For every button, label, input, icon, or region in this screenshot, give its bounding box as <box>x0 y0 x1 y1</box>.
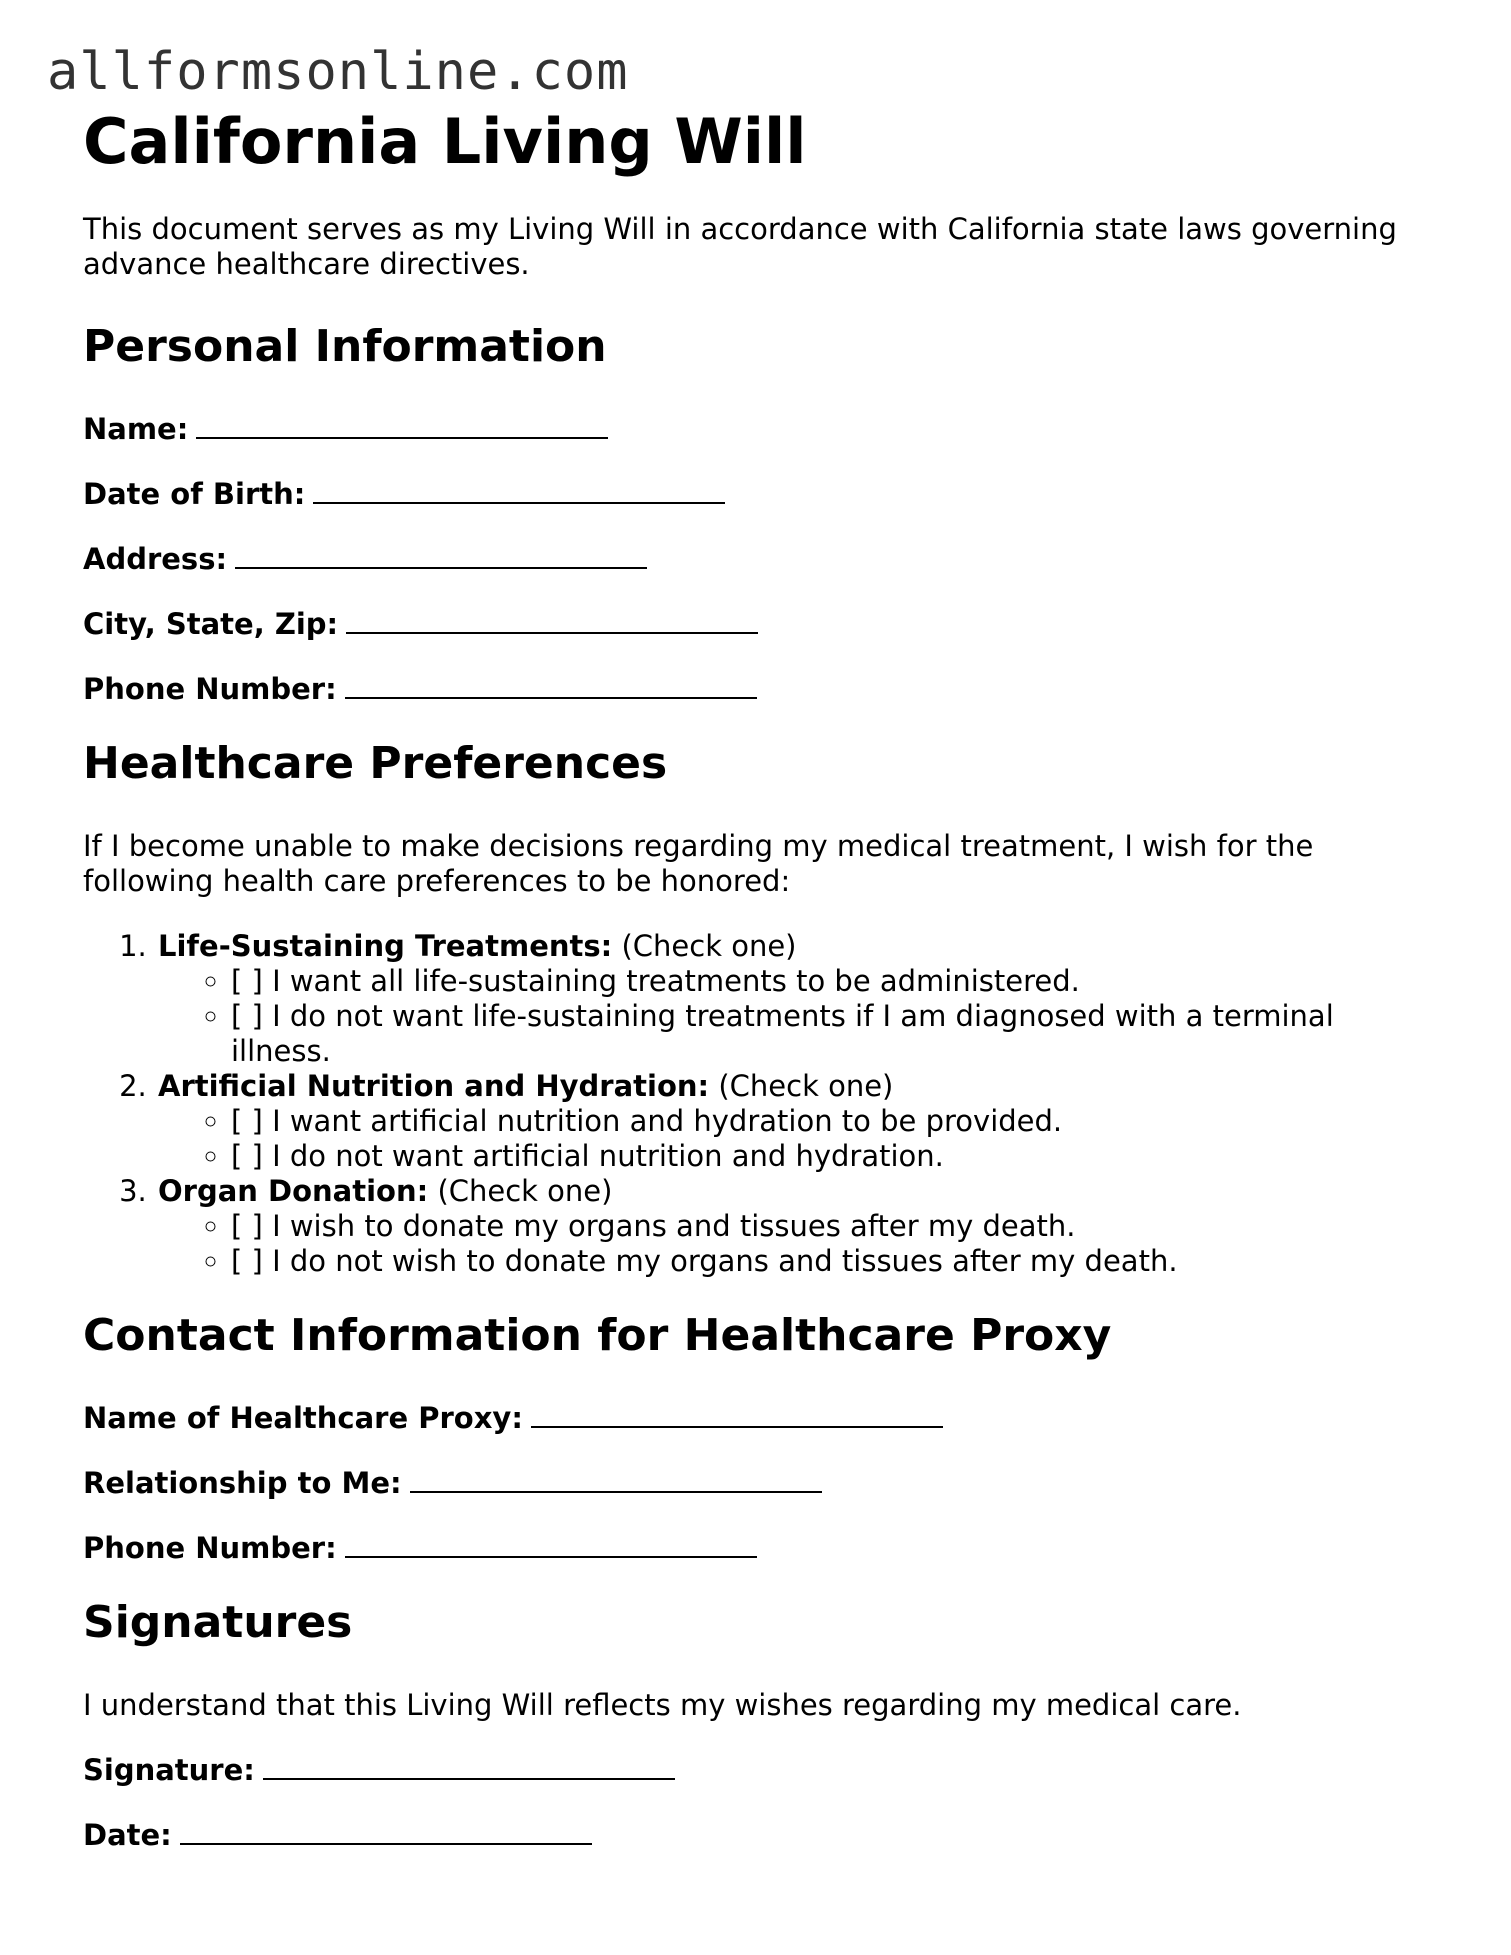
option-item[interactable]: ◦ [ ] I wish to donate my organs and tissues after my death. <box>231 1209 1428 1244</box>
pref-item-note: (Check one) <box>621 929 797 963</box>
city-state-zip-field <box>83 607 1428 642</box>
proxy-name-label: Name of Healthcare Proxy: <box>83 1401 523 1435</box>
date-blank[interactable] <box>180 1819 592 1845</box>
city-state-zip-blank[interactable] <box>346 608 758 634</box>
pref-item-note: (Check one) <box>437 1174 613 1208</box>
address-blank[interactable] <box>235 543 647 569</box>
date-field <box>83 1818 1428 1853</box>
signature-blank[interactable] <box>263 1754 675 1780</box>
proxy-phone-blank[interactable] <box>345 1532 757 1558</box>
proxy-heading: Contact Information for Healthcare Proxy <box>83 1310 1112 1361</box>
pref-item-nutrition <box>156 1069 1428 1174</box>
document-page <box>83 105 1428 1853</box>
pref-item-title: Artificial Nutrition and Hydration: <box>158 1069 710 1103</box>
name-blank[interactable] <box>196 413 608 439</box>
signatures-heading: Signatures <box>83 1597 353 1648</box>
name-label: Name: <box>83 412 189 446</box>
proxy-phone-field <box>83 1531 1428 1566</box>
document-title: California Living Will <box>83 105 807 178</box>
dob-label: Date of Birth: <box>83 477 306 511</box>
pref-item-title: Life-Sustaining Treatments: <box>158 929 613 963</box>
address-label: Address: <box>83 542 228 576</box>
date-label: Date: <box>83 1818 172 1852</box>
option-item[interactable]: ◦ [ ] I do not want life-sustaining treatments if I am diagnosed with a terminal illness. <box>231 999 1428 1069</box>
option-list <box>158 1104 1428 1174</box>
healthcare-prefs-heading: Healthcare Preferences <box>83 738 668 789</box>
phone-label: Phone Number: <box>83 672 337 706</box>
option-item[interactable]: ◦ [ ] I do not want artificial nutrition and hydration. <box>231 1139 1428 1174</box>
proxy-name-blank[interactable] <box>531 1402 943 1428</box>
option-list <box>158 1209 1428 1279</box>
option-item[interactable]: ◦ [ ] I do not wish to donate my organs and tissues after my death. <box>231 1244 1428 1279</box>
city-state-zip-label: City, State, Zip: <box>83 607 339 641</box>
dob-blank[interactable] <box>313 478 725 504</box>
relationship-blank[interactable] <box>410 1467 822 1493</box>
pref-item-title: Organ Donation: <box>158 1174 429 1208</box>
healthcare-prefs-intro: If I become unable to make decisions regarding my medical treatment, I wish for the following health care preferences to be honored: <box>83 829 1314 898</box>
option-item[interactable]: ◦ [ ] I want artificial nutrition and hydration to be provided. <box>231 1104 1428 1139</box>
phone-blank[interactable] <box>345 673 757 699</box>
proxy-phone-label: Phone Number: <box>83 1531 337 1565</box>
relationship-label: Relationship to Me: <box>83 1466 402 1500</box>
document-intro: This document serves as my Living Will in accordance with California state laws governing advance healthcare directives. <box>83 212 1397 281</box>
pref-item-note: (Check one) <box>718 1069 894 1103</box>
option-item[interactable]: ◦ [ ] I want all life-sustaining treatments to be administered. <box>231 964 1428 999</box>
pref-item-life-sustaining <box>156 929 1428 1069</box>
phone-field <box>83 672 1428 707</box>
option-list <box>158 964 1428 1069</box>
signature-field <box>83 1753 1428 1788</box>
relationship-field <box>83 1466 1428 1501</box>
name-field <box>83 412 1428 447</box>
signature-label: Signature: <box>83 1753 255 1787</box>
preferences-list <box>83 929 1428 1279</box>
pref-item-organ-donation <box>156 1174 1428 1279</box>
dob-field <box>83 477 1428 512</box>
watermark-text: allformsonline.com <box>47 42 629 102</box>
proxy-name-field <box>83 1401 1428 1436</box>
personal-info-heading: Personal Information <box>83 321 607 372</box>
address-field <box>83 542 1428 577</box>
signatures-statement: I understand that this Living Will reflects my wishes regarding my medical care. <box>83 1688 1242 1722</box>
